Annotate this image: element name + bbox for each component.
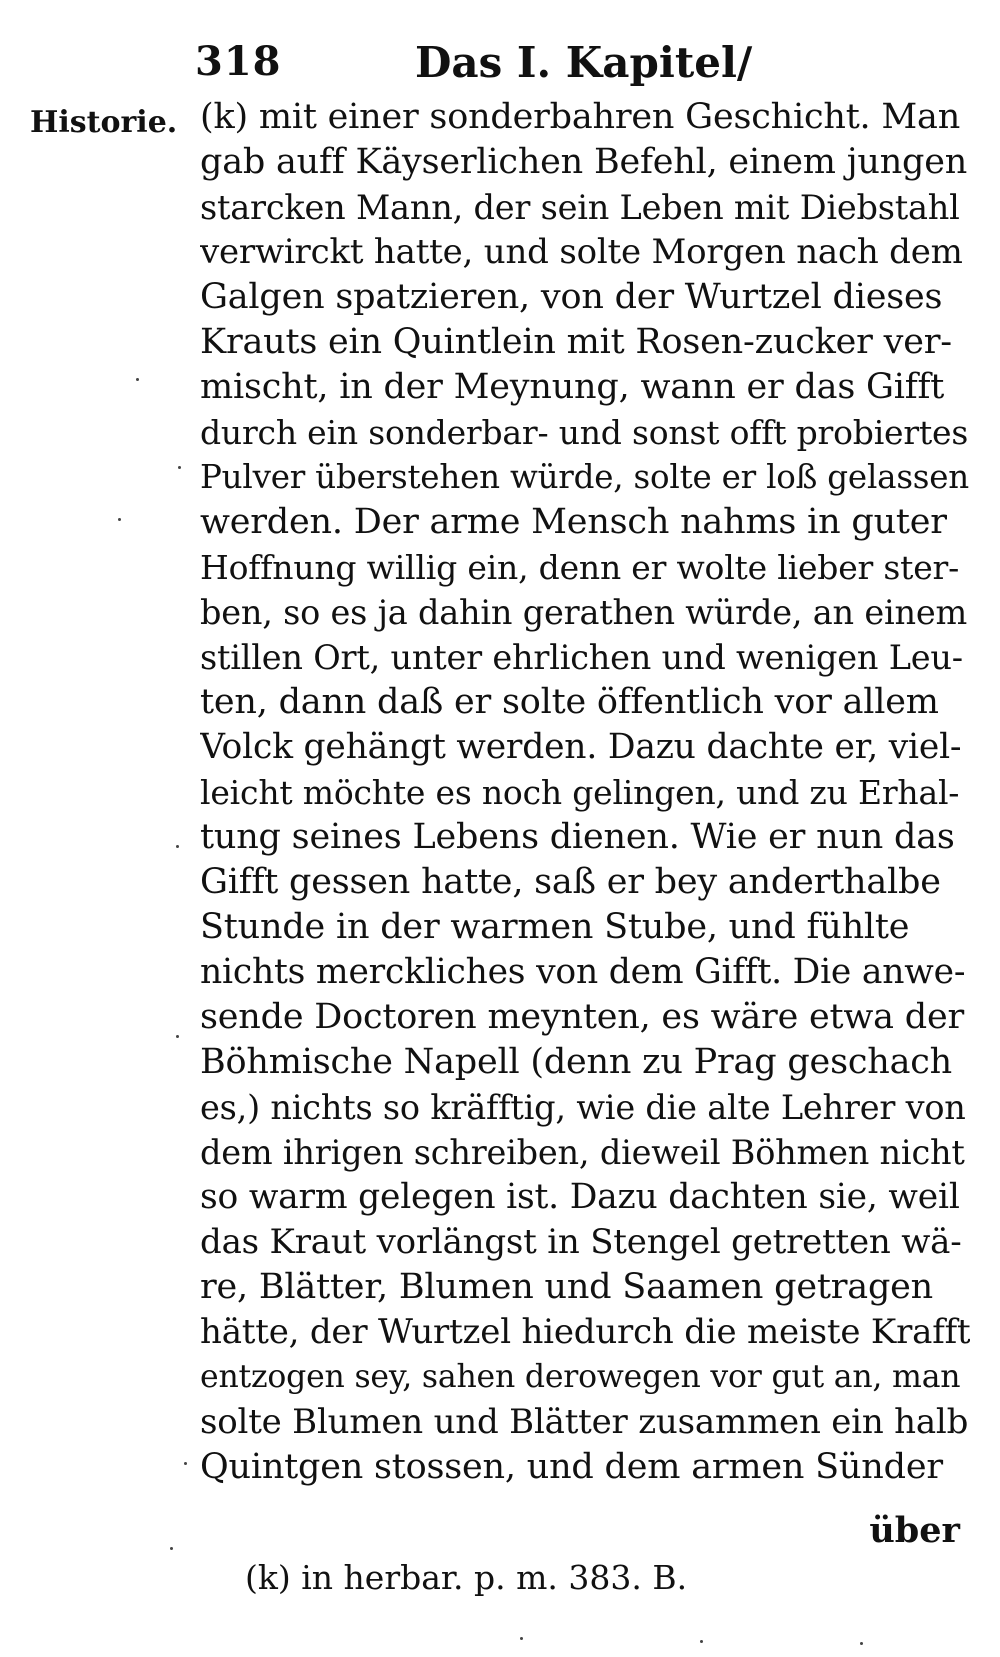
text-line: ten, dann daß er solte öffentlich vor allem bbox=[200, 682, 939, 722]
text-line: Quintgen stossen, und dem armen Sünder bbox=[200, 1447, 943, 1487]
margin-note: Historie. bbox=[30, 105, 178, 140]
scan-speck bbox=[184, 1462, 187, 1465]
page-header bbox=[195, 38, 753, 98]
text-line: hätte, der Wurtzel hiedurch die meiste Krafft bbox=[200, 1312, 970, 1352]
scan-speck bbox=[178, 466, 181, 469]
text-line: starcken Mann, der sein Leben mit Diebstahl bbox=[200, 188, 960, 227]
scan-speck bbox=[170, 1547, 173, 1550]
text-line: stillen Ort, unter ehrlichen und wenigen Leu- bbox=[200, 638, 963, 677]
text-line: ben, so es ja dahin gerathen würde, an einem bbox=[200, 593, 968, 632]
text-line: Pulver überstehen würde, solte er loß gelassen bbox=[200, 458, 970, 496]
text-line: sende Doctoren meynten, es wäre etwa der bbox=[200, 997, 964, 1037]
scan-speck bbox=[176, 1035, 179, 1038]
text-line: (k) mit einer sonderbahren Geschicht. Man bbox=[200, 97, 961, 137]
text-line: Böhmische Napell (denn zu Prag geschach bbox=[200, 1042, 952, 1082]
running-head: Das I. Kapitel/ bbox=[415, 38, 753, 87]
scan-speck bbox=[860, 1642, 863, 1645]
text-line: Stunde in der warmen Stube, und fühlte bbox=[200, 907, 910, 947]
text-line: leicht möchte es noch gelingen, und zu Erhal- bbox=[200, 773, 960, 812]
scan-speck bbox=[520, 1637, 523, 1640]
scan-speck bbox=[700, 1640, 703, 1643]
page-number: 318 bbox=[195, 38, 282, 85]
text-line: re, Blätter, Blumen und Saamen getragen bbox=[200, 1267, 934, 1307]
text-line: gab auff Käyserlichen Befehl, einem jungen bbox=[200, 142, 968, 182]
text-line: Volck gehängt werden. Dazu dachte er, viel- bbox=[200, 727, 962, 767]
text-line: mischt, in der Meynung, wann er das Gifft bbox=[200, 367, 945, 407]
footnote: (k) in herbar. p. m. 383. B. bbox=[245, 1558, 688, 1597]
text-line: solte Blumen und Blätter zusammen ein halb bbox=[200, 1402, 969, 1442]
text-line: Hoffnung willig ein, denn er wolte lieber ster- bbox=[200, 548, 960, 587]
scan-speck bbox=[118, 518, 121, 521]
text-line: durch ein sonderbar- und sonst offt probiertes bbox=[200, 413, 969, 452]
text-line: verwirckt hatte, und solte Morgen nach dem bbox=[200, 232, 963, 272]
catchword: über bbox=[869, 1510, 960, 1551]
text-line: tung seines Lebens dienen. Wie er nun das bbox=[200, 817, 955, 857]
scan-speck bbox=[136, 378, 139, 381]
text-line: das Kraut vorlängst in Stengel getretten wä- bbox=[200, 1222, 962, 1262]
text-line: werden. Der arme Mensch nahms in guter bbox=[200, 502, 947, 542]
text-line: dem ihrigen schreiben, dieweil Böhmen nicht bbox=[200, 1133, 965, 1172]
text-line: nichts merckliches von dem Gifft. Die anwe- bbox=[200, 952, 966, 992]
text-line: Gifft gessen hatte, saß er bey anderthalbe bbox=[200, 862, 941, 902]
text-line: Galgen spatzieren, von der Wurtzel dieses bbox=[200, 277, 943, 317]
text-line: entzogen sey, sahen derowegen vor gut an, man bbox=[200, 1359, 961, 1395]
text-line: so warm gelegen ist. Dazu dachten sie, weil bbox=[200, 1177, 960, 1217]
text-line: es,) nichts so kräfftig, wie die alte Lehrer von bbox=[200, 1088, 966, 1127]
text-line: Krauts ein Quintlein mit Rosen-zucker ver- bbox=[200, 322, 952, 362]
scan-speck bbox=[176, 845, 179, 848]
